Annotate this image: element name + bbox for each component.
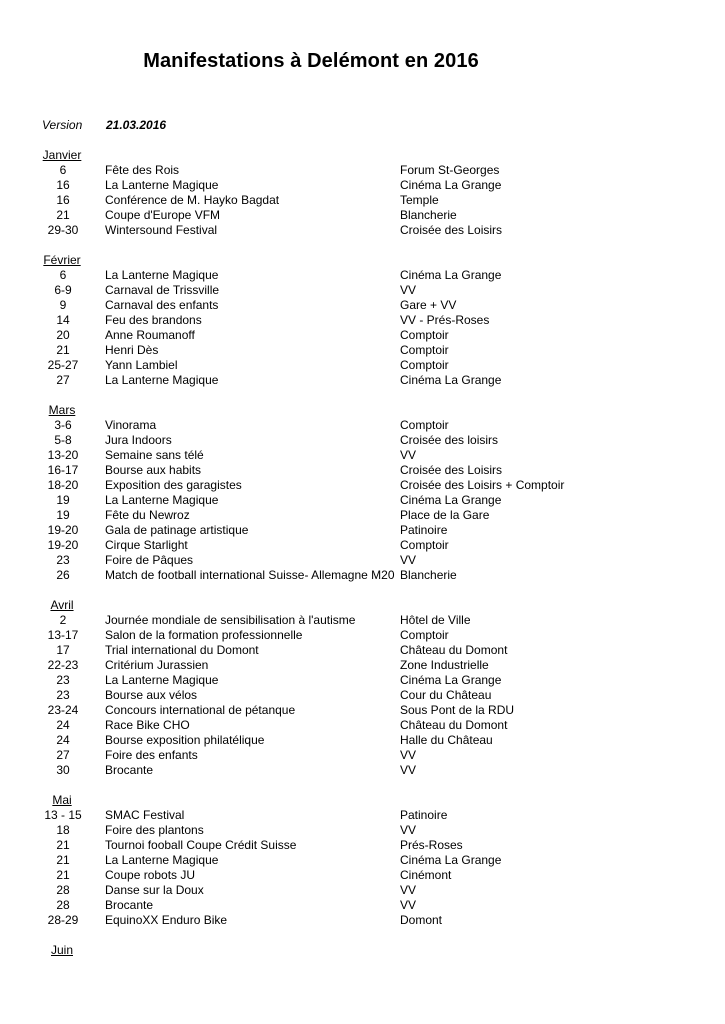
event-name: La Lanterne Magique: [105, 268, 219, 282]
event-name: Danse sur la Doux: [105, 883, 204, 897]
event-date: 19: [56, 493, 70, 507]
event-place: Temple: [400, 193, 439, 207]
month-spacer: [0, 583, 725, 598]
event-name: Concours international de pétanque: [105, 703, 296, 717]
event-row: [0, 478, 725, 493]
event-date: 6: [59, 268, 67, 282]
event-row: [0, 748, 725, 763]
event-place: VV: [400, 763, 417, 777]
event-row: [0, 418, 725, 433]
event-place: Croisée des Loisirs: [400, 223, 503, 237]
event-name: Feu des brandons: [105, 313, 202, 327]
event-date: 6-9: [54, 283, 72, 297]
event-date: 21: [56, 208, 70, 222]
event-date: 5-8: [54, 433, 72, 447]
event-place: VV: [400, 448, 417, 462]
month-header: [0, 793, 725, 808]
event-row: [0, 553, 725, 568]
event-place: Comptoir: [400, 418, 449, 432]
event-date: 22-23: [47, 658, 79, 672]
event-name: La Lanterne Magique: [105, 673, 219, 687]
event-row: [0, 808, 725, 823]
event-name: Coupe d'Europe VFM: [105, 208, 221, 222]
event-date: 16: [56, 193, 70, 207]
event-row: [0, 508, 725, 523]
event-row: [0, 538, 725, 553]
event-row: [0, 628, 725, 643]
event-name: Cirque Starlight: [105, 538, 188, 552]
event-date: 13-17: [47, 628, 79, 642]
event-name: SMAC Festival: [105, 808, 185, 822]
event-place: Halle du Château: [400, 733, 493, 747]
event-date: 25-27: [47, 358, 79, 372]
event-name: La Lanterne Magique: [105, 493, 219, 507]
event-name: La Lanterne Magique: [105, 853, 219, 867]
month-spacer: [0, 388, 725, 403]
month-header: [0, 403, 725, 418]
event-name: Gala de patinage artistique: [105, 523, 249, 537]
month-header: [0, 598, 725, 613]
event-date: 27: [56, 373, 70, 387]
event-name: Foire des plantons: [105, 823, 204, 837]
event-date: 30: [56, 763, 70, 777]
event-place: Croisée des Loisirs: [400, 463, 503, 477]
event-row: [0, 328, 725, 343]
version-value: 21.03.2016: [106, 118, 167, 132]
event-place: Zone Industrielle: [400, 658, 489, 672]
event-row: [0, 433, 725, 448]
event-place: Cinéma La Grange: [400, 373, 502, 387]
month-label: Juin: [50, 943, 73, 957]
event-date: 18: [56, 823, 70, 837]
event-row: [0, 643, 725, 658]
event-date: 23: [56, 553, 70, 567]
event-date: 13 - 15: [44, 808, 82, 822]
event-place: Comptoir: [400, 358, 449, 372]
event-name: Journée mondiale de sensibilisation à l'autisme: [105, 613, 356, 627]
event-name: La Lanterne Magique: [105, 373, 219, 387]
event-date: 19-20: [47, 538, 79, 552]
event-date: 21: [56, 868, 70, 882]
event-date: 17: [56, 643, 70, 657]
event-row: [0, 703, 725, 718]
event-date: 3-6: [54, 418, 72, 432]
event-place: Cour du Château: [400, 688, 492, 702]
event-row: [0, 178, 725, 193]
event-place: Comptoir: [400, 538, 449, 552]
event-place: Domont: [400, 913, 443, 927]
event-place: Patinoire: [400, 523, 448, 537]
event-row: [0, 853, 725, 868]
event-place: VV: [400, 748, 417, 762]
event-row: [0, 868, 725, 883]
event-name: Coupe robots JU: [105, 868, 196, 882]
event-place: VV: [400, 898, 417, 912]
event-name: Race Bike CHO: [105, 718, 190, 732]
event-row: [0, 313, 725, 328]
event-name: Foire des enfants: [105, 748, 198, 762]
event-name: Trial international du Domont: [105, 643, 259, 657]
event-name: Conférence de M. Hayko Bagdat: [105, 193, 280, 207]
event-date: 28-29: [47, 913, 79, 927]
event-name: Vinorama: [105, 418, 157, 432]
event-place: Forum St-Georges: [400, 163, 500, 177]
event-date: 26: [56, 568, 70, 582]
event-name: Fête des Rois: [105, 163, 180, 177]
event-name: Brocante: [105, 763, 154, 777]
event-date: 24: [56, 718, 70, 732]
event-name: Bourse aux vélos: [105, 688, 198, 702]
event-place: Château du Domont: [400, 718, 508, 732]
event-row: [0, 733, 725, 748]
event-row: [0, 658, 725, 673]
event-name: Wintersound Festival: [105, 223, 218, 237]
events-list: [0, 148, 725, 958]
event-name: Anne Roumanoff: [105, 328, 195, 342]
event-row: [0, 463, 725, 478]
event-date: 28: [56, 898, 70, 912]
event-place: Prés-Roses: [400, 838, 463, 852]
event-name: Exposition des garagistes: [105, 478, 242, 492]
version-label: Version: [42, 118, 83, 132]
event-row: [0, 373, 725, 388]
event-place: Comptoir: [400, 328, 449, 342]
event-row: [0, 613, 725, 628]
event-date: 20: [56, 328, 70, 342]
event-date: 21: [56, 853, 70, 867]
event-place: Place de la Gare: [400, 508, 490, 522]
event-date: 28: [56, 883, 70, 897]
event-row: [0, 448, 725, 463]
event-date: 19: [56, 508, 70, 522]
event-row: [0, 898, 725, 913]
event-date: 9: [59, 298, 67, 312]
event-place: Gare + VV: [400, 298, 457, 312]
event-row: [0, 913, 725, 928]
event-row: [0, 673, 725, 688]
month-label: Avril: [50, 598, 74, 612]
event-row: [0, 343, 725, 358]
month-label: Février: [43, 253, 81, 267]
event-row: [0, 523, 725, 538]
event-date: 23: [56, 688, 70, 702]
event-place: Cinéma La Grange: [400, 178, 502, 192]
event-name: Henri Dès: [105, 343, 159, 357]
event-date: 18-20: [47, 478, 79, 492]
event-date: 6: [59, 163, 67, 177]
event-row: [0, 268, 725, 283]
month-spacer: [0, 928, 725, 943]
event-place: VV: [400, 553, 417, 567]
event-row: [0, 193, 725, 208]
event-date: 27: [56, 748, 70, 762]
event-place: Cinéma La Grange: [400, 268, 502, 282]
event-name: EquinoXX Enduro Bike: [105, 913, 228, 927]
event-name: Bourse aux habits: [105, 463, 202, 477]
event-date: 23: [56, 673, 70, 687]
event-row: [0, 163, 725, 178]
event-name: Brocante: [105, 898, 154, 912]
month-header: [0, 253, 725, 268]
event-row: [0, 358, 725, 373]
event-name: Carnaval des enfants: [105, 298, 219, 312]
event-place: Cinémont: [400, 868, 452, 882]
event-name: Fête du Newroz: [105, 508, 190, 522]
event-date: 2: [59, 613, 67, 627]
event-place: Croisée des Loisirs + Comptoir: [400, 478, 565, 492]
event-name: Yann Lambiel: [105, 358, 178, 372]
event-name: Bourse exposition philatélique: [105, 733, 265, 747]
event-date: 23-24: [47, 703, 79, 717]
event-row: [0, 298, 725, 313]
event-place: Comptoir: [400, 343, 449, 357]
event-place: Patinoire: [400, 808, 448, 822]
event-name: Foire de Pâques: [105, 553, 194, 567]
event-date: 24: [56, 733, 70, 747]
event-place: Cinéma La Grange: [400, 853, 502, 867]
event-place: VV - Prés-Roses: [400, 313, 490, 327]
event-name: Semaine sans télé: [105, 448, 204, 462]
month-header: [0, 943, 725, 958]
event-row: [0, 208, 725, 223]
event-place: Cinéma La Grange: [400, 493, 502, 507]
event-row: [0, 838, 725, 853]
event-place: Blancherie: [400, 568, 457, 582]
month-spacer: [0, 778, 725, 793]
event-name: Match de football international Suisse- Allemagne M20: [105, 568, 395, 582]
event-name: Tournoi fooball Coupe Crédit Suisse: [105, 838, 297, 852]
event-place: Hôtel de Ville: [400, 613, 471, 627]
event-row: [0, 688, 725, 703]
event-place: Château du Domont: [400, 643, 508, 657]
month-header: [0, 148, 725, 163]
event-name: Critérium Jurassien: [105, 658, 209, 672]
event-place: VV: [400, 883, 417, 897]
month-label: Janvier: [42, 148, 82, 162]
month-spacer: [0, 238, 725, 253]
event-place: VV: [400, 823, 417, 837]
event-date: 19-20: [47, 523, 79, 537]
event-date: 13-20: [47, 448, 79, 462]
event-name: Jura Indoors: [105, 433, 172, 447]
event-place: Croisée des loisirs: [400, 433, 499, 447]
event-row: [0, 223, 725, 238]
event-row: [0, 568, 725, 583]
event-date: 21: [56, 343, 70, 357]
event-row: [0, 718, 725, 733]
event-date: 16: [56, 178, 70, 192]
event-place: Comptoir: [400, 628, 449, 642]
event-place: Sous Pont de la RDU: [400, 703, 515, 717]
version-row: [0, 118, 725, 133]
event-date: 14: [56, 313, 70, 327]
event-date: 21: [56, 838, 70, 852]
month-label: Mai: [52, 793, 72, 807]
event-name: Carnaval de Trissville: [105, 283, 220, 297]
event-place: Cinéma La Grange: [400, 673, 502, 687]
month-label: Mars: [48, 403, 76, 417]
event-date: 29-30: [47, 223, 79, 237]
event-row: [0, 883, 725, 898]
event-row: [0, 493, 725, 508]
event-place: Blancherie: [400, 208, 457, 222]
event-place: VV: [400, 283, 417, 297]
event-date: 16-17: [47, 463, 79, 477]
event-name: La Lanterne Magique: [105, 178, 219, 192]
event-row: [0, 283, 725, 298]
event-row: [0, 823, 725, 838]
event-name: Salon de la formation professionnelle: [105, 628, 303, 642]
event-row: [0, 763, 725, 778]
page-title: Manifestations à Delémont en 2016: [143, 50, 479, 72]
